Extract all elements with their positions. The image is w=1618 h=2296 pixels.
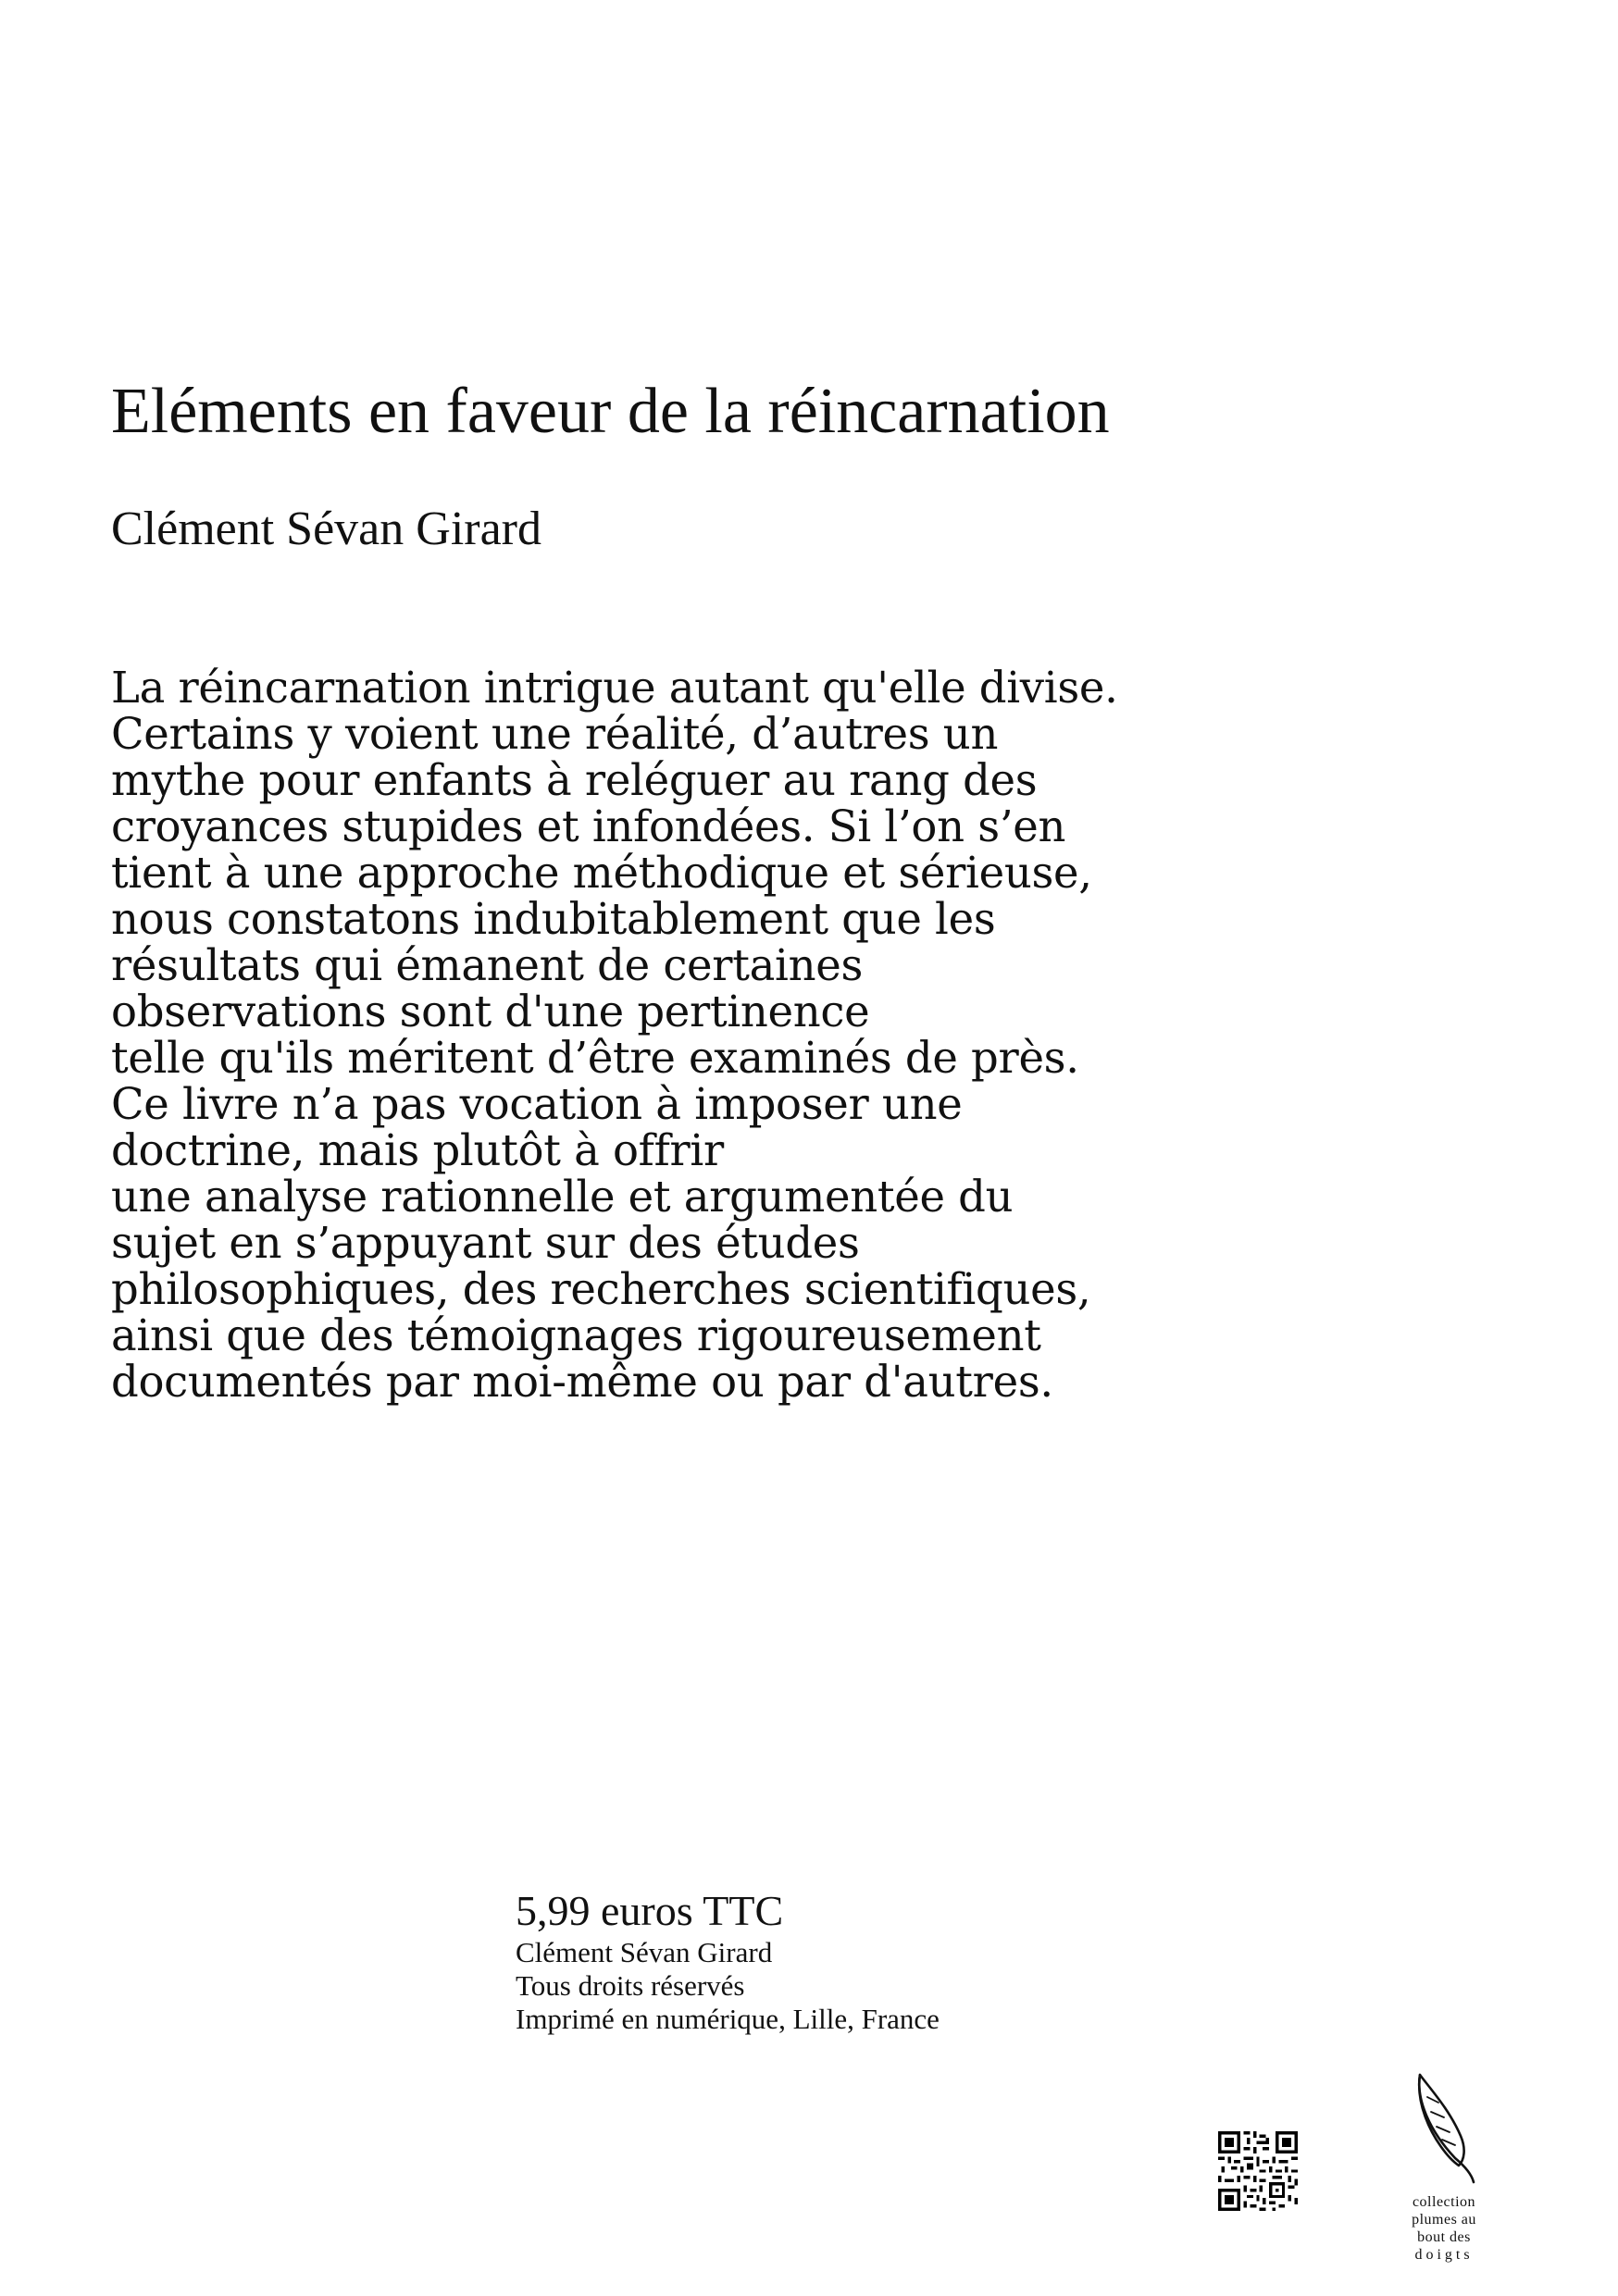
blurb-line: sujet en s’appuyant sur des études xyxy=(111,1218,860,1268)
price: 5,99 euros TTC xyxy=(516,1887,784,1934)
blurb-line: Ce livre n’a pas vocation à imposer une xyxy=(111,1079,963,1129)
rights-notice: Tous droits réservés xyxy=(516,1969,745,2002)
colophon xyxy=(516,1886,940,2036)
logo-line: plumes au xyxy=(1412,2212,1476,2228)
publisher-logo xyxy=(1398,2069,1490,2263)
printing-notice: Imprimé en numérique, Lille, France xyxy=(516,2003,940,2035)
blurb-line: La réincarnation intrigue autant qu'elle divise. xyxy=(111,663,1118,713)
blurb-line: documentés par moi-même ou par d'autres. xyxy=(111,1357,1053,1407)
back-cover-blurb xyxy=(111,664,1118,1405)
publisher-collection-name xyxy=(1398,2193,1490,2264)
colophon-author: Clément Sévan Girard xyxy=(516,1936,773,1968)
blurb-line: résultats qui émanent de certaines xyxy=(111,940,864,990)
qr-code-icon xyxy=(1218,2131,1298,2211)
feather-icon xyxy=(1407,2069,1481,2188)
blurb-line: doctrine, mais plutôt à offrir xyxy=(111,1125,724,1175)
logo-line: collection xyxy=(1412,2194,1476,2210)
blurb-line: telle qu'ils méritent d’être examinés de près. xyxy=(111,1033,1079,1083)
book-author: Clément Sévan Girard xyxy=(111,503,541,555)
blurb-line: une analyse rationnelle et argumentée du xyxy=(111,1172,1014,1222)
blurb-line: nous constatons indubitablement que les xyxy=(111,894,996,944)
book-title: Eléments en faveur de la réincarnation xyxy=(111,376,1110,447)
blurb-line: croyances stupides et infondées. Si l’on s’en xyxy=(111,801,1066,851)
blurb-line: mythe pour enfants à reléguer au rang des xyxy=(111,755,1038,805)
blurb-line: philosophiques, des recherches scientifiques, xyxy=(111,1264,1091,1314)
blurb-line: observations sont d'une pertinence xyxy=(111,987,870,1036)
logo-line: bout des xyxy=(1417,2229,1471,2245)
blurb-line: tient à une approche méthodique et sérieuse, xyxy=(111,848,1092,898)
blurb-line: Certains y voient une réalité, d’autres un xyxy=(111,709,999,759)
logo-line: doigts xyxy=(1414,2247,1474,2263)
blurb-line: ainsi que des témoignages rigoureusement xyxy=(111,1310,1041,1360)
